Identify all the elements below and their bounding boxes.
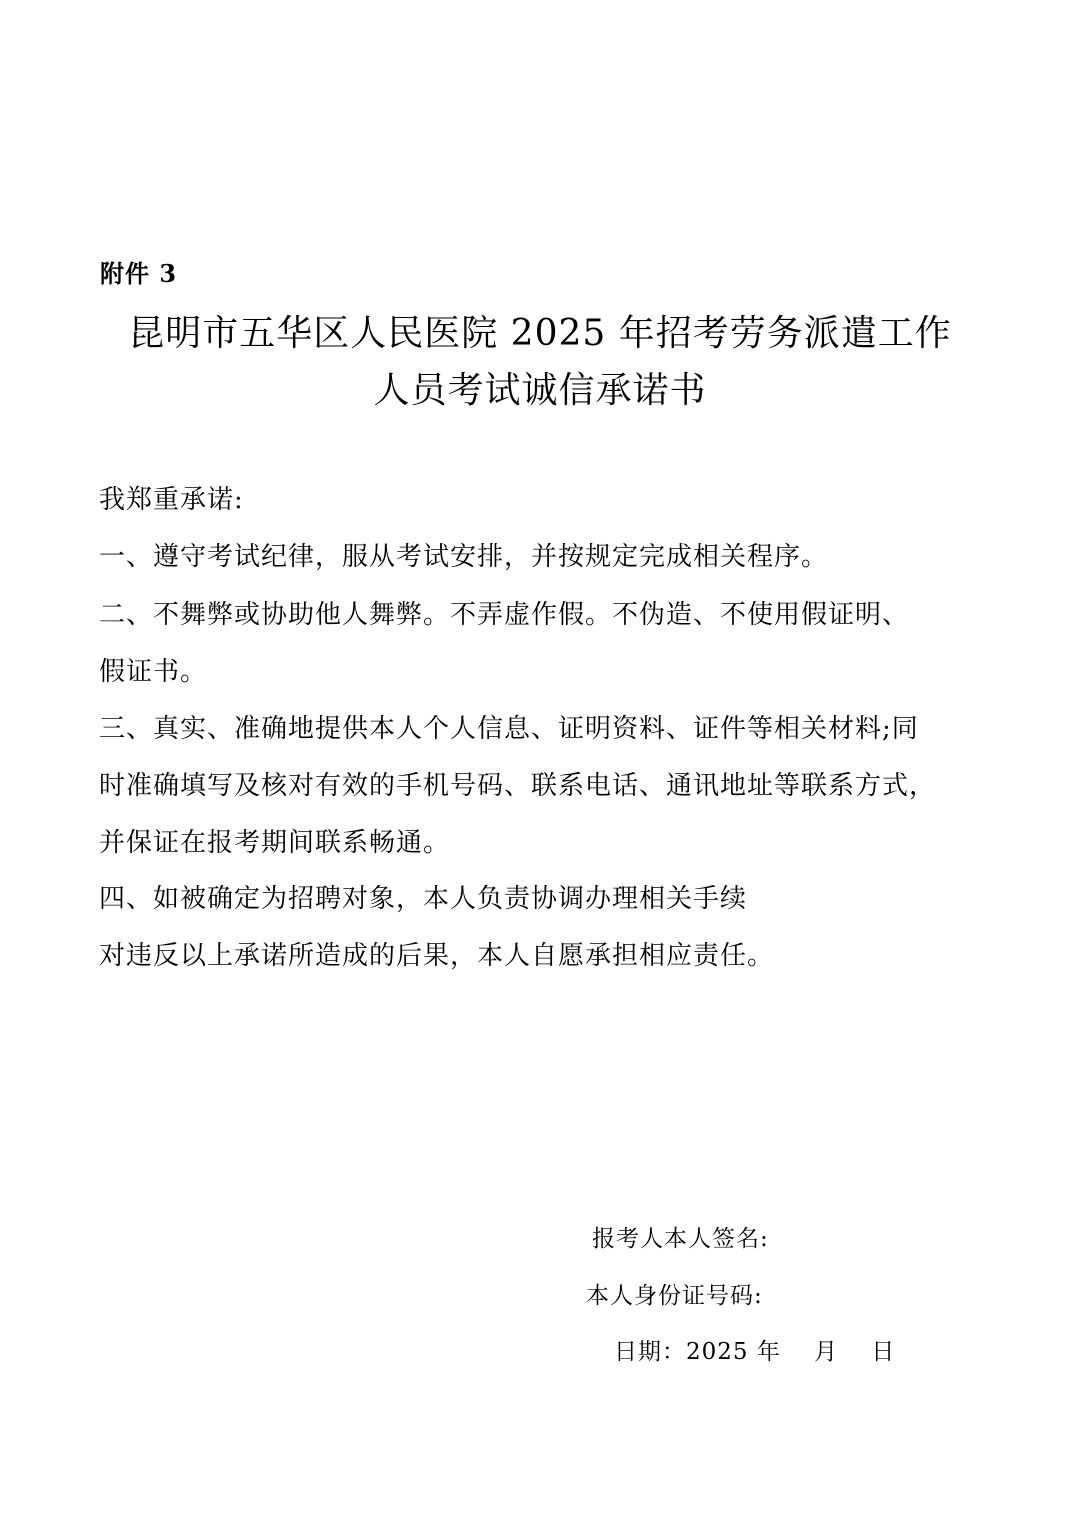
pledge-closing: 对违反以上承诺所造成的后果，本人自愿承担相应责任。 [99,941,775,971]
pledge-item-1: 一、遵守考试纪律，服从考试安排，并按规定完成相关程序。 [99,542,829,572]
id-number-label: 本人身份证号码: [586,1283,763,1309]
pledge-item-3-continued: 时准确填写及核对有效的手机号码、联系电话、通讯地址等联系方式， [99,771,937,801]
date-label: 日期：2025 年 月 日 [614,1339,896,1365]
signature-name-label: 报考人本人签名: [592,1226,769,1252]
pledge-item-4: 四、如被确定为招聘对象，本人负责协调办理相关手续 [99,884,748,914]
attachment-label: 附件 3 [100,259,178,288]
pledge-item-3-continued-2: 并保证在报考期间联系畅通。 [99,828,451,858]
document-title-line-2: 人员考试诚信承诺书 [373,370,707,411]
pledge-item-2-continued: 假证书。 [99,657,208,687]
pledge-intro: 我郑重承诺: [99,485,244,515]
document-title-line-1: 昆明市五华区人民医院 2025 年招考劳务派遣工作 [128,313,952,354]
pledge-item-3: 三、真实、准确地提供本人个人信息、证明资料、证件等相关材料;同 [99,714,919,744]
pledge-item-2: 二、不舞弊或协助他人舞弊。不弄虚作假。不伪造、不使用假证明、 [99,600,910,630]
